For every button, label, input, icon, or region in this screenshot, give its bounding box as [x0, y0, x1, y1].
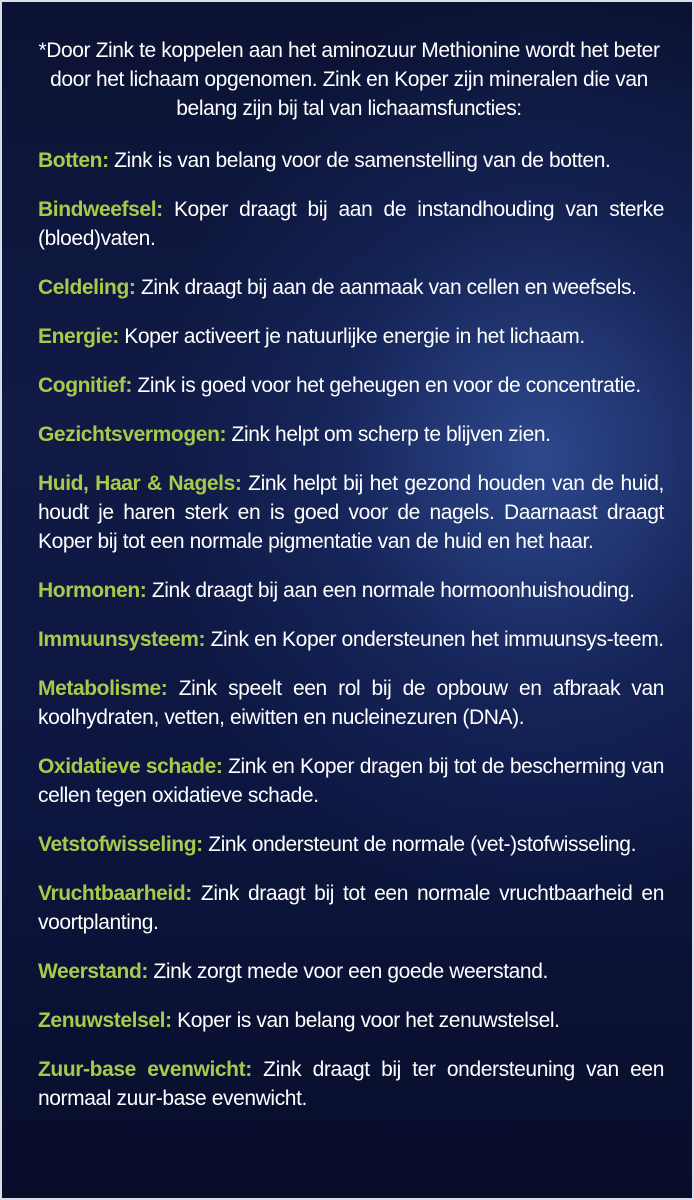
item-term: Immuunsysteem:: [38, 628, 206, 651]
item-text: Zink draagt bij ter ondersteuning van een normaal zuur-base evenwicht.: [38, 1058, 664, 1110]
item-text: Koper is van belang voor het zenuwstelsel.: [177, 1009, 560, 1032]
item-term: Bindweefsel:: [38, 198, 163, 221]
item-term: Metabolisme:: [38, 677, 168, 700]
function-list: [38, 146, 664, 1133]
list-item: [38, 957, 664, 986]
list-item: [38, 576, 664, 605]
item-term: Cognitief:: [38, 374, 132, 397]
list-item: [38, 625, 664, 654]
item-term: Energie:: [38, 325, 119, 348]
item-text: Zink helpt om scherp te blijven zien.: [231, 423, 551, 446]
item-term: Vruchtbaarheid:: [38, 882, 192, 905]
list-item: [38, 146, 664, 175]
item-term: Zenuwstelsel:: [38, 1009, 172, 1032]
item-text: Zink is goed voor het geheugen en voor de concentratie.: [137, 374, 641, 397]
item-text: Koper activeert je natuurlijke energie in het lichaam.: [124, 325, 585, 348]
item-term: Huid, Haar & Nagels:: [38, 472, 242, 495]
list-item: [38, 674, 664, 732]
item-text: Zink speelt een rol bij de opbouw en afbraak van koolhydraten, vetten, eiwitten en nucleinezuren (DNA).: [38, 677, 664, 729]
item-term: Gezichtsvermogen:: [38, 423, 227, 446]
item-text: Zink en Koper ondersteunen het immuunsys-teem.: [210, 628, 664, 651]
item-text: Zink ondersteunt de normale (vet-)stofwisseling.: [208, 833, 637, 856]
list-item: [38, 322, 664, 351]
list-item: [38, 752, 664, 810]
item-term: Hormonen:: [38, 579, 147, 602]
list-item: [38, 1055, 664, 1113]
item-text: Zink draagt bij tot een normale vruchtbaarheid en voortplanting.: [38, 882, 664, 934]
item-term: Celdeling:: [38, 276, 136, 299]
item-text: Zink helpt bij het gezond houden van de huid, houdt je haren sterk en is goed voor de nagels. Daarnaast draagt Koper bij tot een normale pigmentatie van de huid en het haar.: [38, 472, 664, 553]
item-text: Zink zorgt mede voor een goede weerstand.: [153, 960, 548, 983]
list-item: [38, 195, 664, 253]
item-text: Zink draagt bij aan een normale hormoonhuishouding.: [151, 579, 635, 602]
list-item: [38, 879, 664, 937]
item-term: Vetstofwisseling:: [38, 833, 203, 856]
item-term: Zuur-base evenwicht:: [38, 1058, 252, 1081]
item-term: Botten:: [38, 149, 109, 172]
list-item: [38, 371, 664, 400]
intro-text: *Door Zink te koppelen aan het aminozuur Methionine wordt het beter door het lichaam opgenomen. Zink en Koper zijn mineralen die van belang zijn bij tal van lichaamsfuncties:: [38, 39, 660, 120]
item-text: Zink en Koper dragen bij tot de bescherming van cellen tegen oxidatieve schade.: [38, 755, 664, 807]
item-term: Weerstand:: [38, 960, 148, 983]
list-item: [38, 830, 664, 859]
item-text: Zink is van belang voor de samenstelling van de botten.: [114, 149, 611, 172]
item-term: Oxidatieve schade:: [38, 755, 223, 778]
item-text: Zink draagt bij aan de aanmaak van cellen en weefsels.: [140, 276, 637, 299]
list-item: [38, 469, 664, 556]
list-item: [38, 273, 664, 302]
list-item: [38, 1006, 664, 1035]
list-item: [38, 420, 664, 449]
item-text: Koper draagt bij aan de instandhouding van sterke (bloed)vaten.: [38, 198, 665, 250]
